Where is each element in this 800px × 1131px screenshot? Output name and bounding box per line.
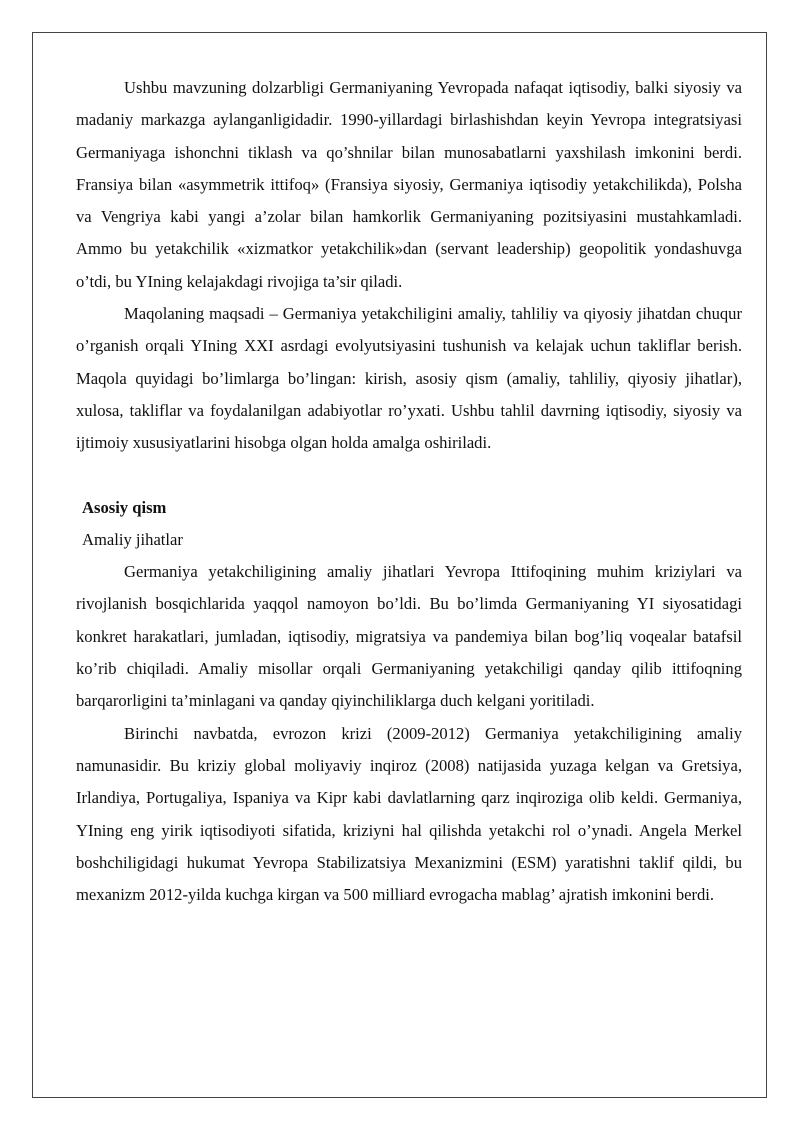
paragraph-practical-aspects: Germaniya yetakchiligining amaliy jihatlari Yevropa Ittifoqining muhim kriziylari va rivojlanish bosqichlarida yaqqol namoyon bo’ldi. Bu bo’limda Germaniyaning YI siyosatidagi konkret harakatlari, jumladan, iqtisodiy, migratsiya va pandemiya bilan bog’liq voqealar batafsil ko’rib chiqiladi. Amaliy misollar orqali Germaniyaning yetakchiligi qanday qilib ittifoqning barqarorligini ta’minlagani va qanday qiyinchiliklarga duch kelgani yoritiladi. (76, 562, 742, 711)
document-body (76, 72, 742, 911)
blank-line (76, 460, 742, 492)
paragraph-purpose: Maqolaning maqsadi – Germaniya yetakchiligini amaliy, tahliliy va qiyosiy jihatdan chuqur o’rganish orqali YIning XXI asrdagi evolyutsiyasini tushunish va kelajak uchun takliflar berish. Maqola quyidagi bo’limlarga bo’lingan: kirish, asosiy qism (amaliy, tahliliy, qiyosiy jihatlar), xulosa, takliflar va foydalanilgan adabiyotlar ro’yxati. Ushbu tahlil davrning iqtisodiy, siyosiy va ijtimoiy xususiyatlarini hisobga olgan holda amalga oshiriladi. (76, 304, 742, 453)
subsection-heading: Amaliy jihatlar (82, 529, 183, 549)
section-heading: Asosiy qism (82, 497, 167, 517)
paragraph-relevance: Ushbu mavzuning dolzarbligi Germaniyaning Yevropada nafaqat iqtisodiy, balki siyosiy va madaniy markazga aylanganligidadir. 1990-yillardagi birlashishdan keyin Yevropa integratsiyasi Germaniyaga ishonchni tiklash va qo’shnilar bilan munosabatlarni yaxshilash imkonini berdi. Fransiya bilan «asymmetrik ittifoq» (Fransiya siyosiy, Germaniya iqtisodiy yetakchilikda), Polsha va Vengriya kabi yangi a’zolar bilan hamkorlik Germaniyaning pozitsiyasini mustahkamladi. Ammo bu yetakchilik «xizmatkor yetakchilik»dan (servant leadership) geopolitik yondashuvga o’tdi, bu YIning kelajakdagi rivojiga ta’sir qiladi. (76, 78, 742, 291)
paragraph-eurozone-crisis: Birinchi navbatda, evrozon krizi (2009-2012) Germaniya yetakchiligining amaliy namunasidir. Bu kriziy global moliyaviy inqiroz (2008) natijasida yuzaga kelgan va Gretsiya, Irlandiya, Portugaliya, Ispaniya va Kipr kabi davlatlarning qarz inqiroziga olib keldi. Germaniya, YIning eng yirik iqtisodiyoti sifatida, kriziyni hal qilishda yetakchi rol o’ynadi. Angela Merkel boshchiligidagi hukumat Yevropa Stabilizatsiya Mexanizmini (ESM) yaratishni taklif qildi, bu mexanizm 2012-yilda kuchga kirgan va 500 milliard evrogacha mablag’ ajratish imkonini berdi. (76, 723, 742, 905)
